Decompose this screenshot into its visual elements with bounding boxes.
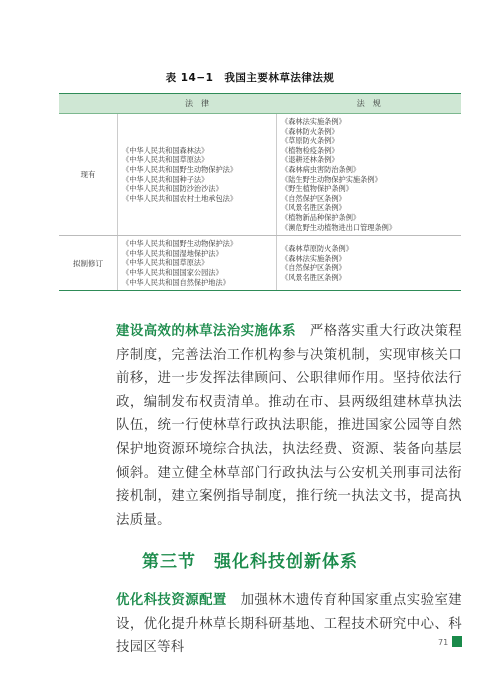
- regulation-list: [277, 114, 462, 236]
- paragraph-body: 严格落实重大行政决策程序制度，完善法治工作机构参与决策机制，实现审核关口前移，进一步发挥法律顾问、公职律师作用。坚持依法行政，编制发布权责清单。推动在市、县两级组建林草执法队伍，统一行使林草行政执法职能，推进国家公园等自然保护地资源环境综合执法，执法经费、资源、装备向基层倾斜。建立健全林草部门行政执法与公安机关刑事司法衔接机制，建立案例指导制度，推行统一执法文书，提高执法质量。: [116, 324, 462, 528]
- header-law: 法 律: [118, 94, 277, 114]
- regulation-item: 《风景名胜区条例》: [281, 203, 346, 213]
- law-item: 《中华人民共和国草原法》: [122, 155, 209, 165]
- regulation-item: 《自然保护区条例》: [281, 263, 346, 273]
- law-item: 《中华人民共和国种子法》: [122, 174, 209, 184]
- law-item: 《中华人民共和国湿地保护法》: [122, 248, 223, 258]
- table-row-existing: [59, 114, 461, 236]
- paragraph-body: 加强林木遗传育种国家重点实验室建设，优化提升林草长期科研基地、工程技术研究中心、科技园区等科: [116, 593, 462, 656]
- page-number: 71: [438, 638, 449, 647]
- table-header-row: [59, 94, 461, 114]
- law-list: [118, 114, 277, 236]
- header-category: [59, 94, 118, 114]
- table-row-planned: [59, 236, 461, 291]
- regulation-item: 《森林病虫害防治条例》: [281, 164, 361, 174]
- law-item: 《中华人民共和国农村土地承包法》: [122, 193, 238, 203]
- row-category: 现有: [59, 114, 118, 236]
- law-item: 《中华人民共和国野生动物保护法》: [122, 164, 238, 174]
- paragraph-law-enforcement: [116, 320, 462, 532]
- regulation-item: 《森林法实施条例》: [281, 253, 346, 263]
- table-caption: 表 14−1 我国主要林草法律法规: [165, 72, 335, 84]
- regulation-item: 《退耕还林条例》: [281, 155, 339, 165]
- law-item: 《中华人民共和国防沙治沙法》: [122, 184, 223, 194]
- regulation-item: 《植物新品种保护条例》: [281, 212, 361, 222]
- law-list: [118, 236, 277, 291]
- regulation-item: 《自然保护区条例》: [281, 193, 346, 203]
- law-item: 《中华人民共和国自然保护地法》: [122, 277, 230, 287]
- header-regulation: 法 规: [277, 94, 462, 114]
- regulation-item: 《风景名胜区条例》: [281, 272, 346, 282]
- paragraph-lead: 优化科技资源配置: [116, 592, 227, 608]
- paragraph-lead: 建设高效的林草法治实施体系: [116, 323, 296, 339]
- regulation-item: 《濒危野生动植物进出口管理条例》: [281, 222, 397, 232]
- page-number-marker: [452, 636, 462, 647]
- regulation-item: 《森林法实施条例》: [281, 117, 346, 126]
- law-item: 《中华人民共和国国家公园法》: [122, 267, 223, 277]
- regulation-item: 《草原防火条例》: [281, 136, 339, 146]
- law-item: 《中华人民共和国草原法》: [122, 258, 209, 268]
- regulation-item: 《森林防火条例》: [281, 126, 339, 136]
- row-category: 拟制修订: [59, 236, 118, 291]
- law-item: 《中华人民共和国野生动物保护法》: [122, 239, 238, 249]
- regulation-list: [277, 236, 462, 291]
- regulation-item: 《森林草原防火条例》: [281, 243, 353, 253]
- law-item: 《中华人民共和国森林法》: [122, 145, 209, 155]
- section-heading: 第三节 强化科技创新体系: [142, 552, 358, 572]
- laws-table: [59, 93, 461, 291]
- regulation-item: 《陆生野生动物保护实施条例》: [281, 174, 382, 184]
- regulation-item: 《植物检疫条例》: [281, 145, 339, 155]
- paragraph-tech-resources: [116, 589, 462, 660]
- regulation-item: 《野生植物保护条例》: [281, 184, 353, 194]
